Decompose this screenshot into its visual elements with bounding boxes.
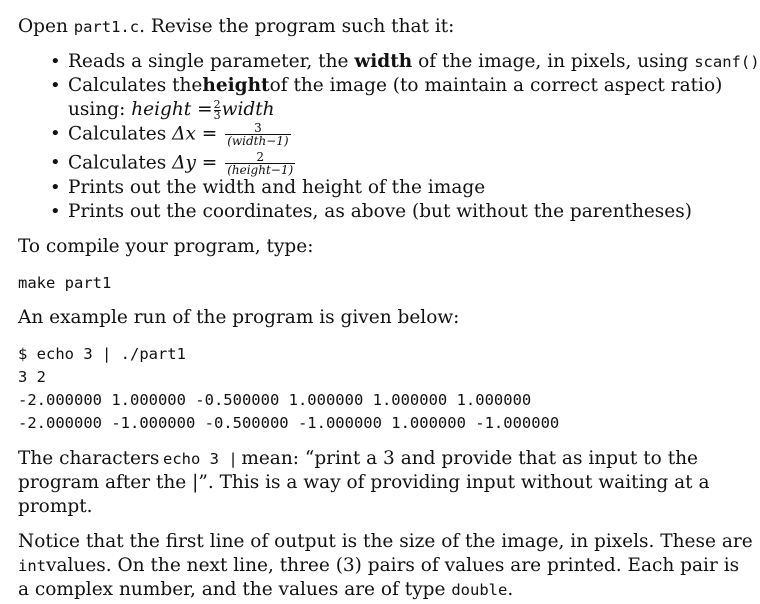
math-equals: = xyxy=(201,123,218,145)
list-item-calc-dy xyxy=(68,151,297,176)
fraction-numerator: 2 xyxy=(213,97,221,111)
para-text: . xyxy=(507,579,514,600)
terminal-line: 3 2 xyxy=(18,368,46,386)
math-delta-x: Δx xyxy=(172,123,196,145)
fraction-denominator: (width−1) xyxy=(227,134,289,148)
list-item-read-width xyxy=(68,50,760,74)
bullet-dot: • xyxy=(50,152,61,173)
para-code: double xyxy=(451,581,508,599)
math-equals: = xyxy=(201,152,218,174)
list-item-print-coords: Prints out the coordinates, as above (but without the parentheses) xyxy=(68,201,692,222)
paragraph-line: prompt. xyxy=(18,496,93,517)
item-text: Reads a single parameter, the xyxy=(68,51,349,72)
bullet-dot: • xyxy=(50,75,61,96)
para-text: The characters xyxy=(18,448,160,469)
paragraph-line xyxy=(18,578,513,602)
bullet-dot: • xyxy=(50,201,61,222)
para-text: a complex number, and the values are of type xyxy=(18,579,446,600)
paragraph-line: program after the |”. This is a way of providing input without waiting at a xyxy=(18,472,710,493)
item-text: Calculates xyxy=(68,123,167,145)
paragraph-line: Notice that the first line of output is the size of the image, in pixels. These are xyxy=(18,531,753,552)
intro-rest: . Revise the program such that it: xyxy=(139,16,455,37)
terminal-line: -2.000000 1.000000 -0.500000 1.000000 1.000000 1.000000 xyxy=(18,391,532,409)
example-text: An example run of the program is given below: xyxy=(18,307,460,328)
compile-text: To compile your program, type: xyxy=(18,236,314,257)
fraction-denominator: (height−1) xyxy=(227,163,294,177)
para-text: values. On the next line, three (3) pairs of values are printed. Each pair is xyxy=(46,555,740,576)
terminal-line: $ echo 3 | ./part1 xyxy=(18,345,186,363)
item-text: Calculates xyxy=(68,152,167,174)
item-text: Calculates the xyxy=(68,75,203,96)
list-item-calc-height xyxy=(68,74,723,98)
item-text: of the image, in pixels, using xyxy=(418,51,689,72)
para-code: echo 3 | xyxy=(163,450,238,468)
fraction-denominator: 3 xyxy=(213,108,221,122)
bullet-dot: • xyxy=(50,51,61,72)
fraction-two-thirds xyxy=(213,97,221,122)
math-height: height xyxy=(131,99,192,120)
intro-line xyxy=(18,15,454,39)
math-delta-y: Δy xyxy=(172,152,196,174)
paragraph-line xyxy=(18,554,740,578)
item-bold: height xyxy=(202,75,270,96)
list-item-height-formula xyxy=(68,98,275,122)
math-width: width xyxy=(221,99,275,120)
para-text: mean: “print a 3 and provide that as input to the xyxy=(241,448,698,469)
intro-open: Open xyxy=(18,16,68,37)
intro-filename: part1.c xyxy=(73,18,140,36)
fraction-dx xyxy=(225,122,290,147)
item-text: using: xyxy=(68,99,126,120)
fraction-numerator: 3 xyxy=(254,121,262,135)
item-bold: width xyxy=(354,51,413,72)
compile-command: make part1 xyxy=(18,274,112,292)
math-equals: = xyxy=(197,99,213,120)
terminal-line: -2.000000 -1.000000 -0.500000 -1.000000 1.000000 -1.000000 xyxy=(18,414,560,432)
fraction-numerator: 2 xyxy=(256,150,264,164)
bullet-dot: • xyxy=(50,177,61,198)
para-code: int xyxy=(18,557,46,575)
list-item-print-size: Prints out the width and height of the image xyxy=(68,177,486,198)
paragraph-line xyxy=(18,447,698,471)
item-text: of the image (to maintain a correct aspect ratio) xyxy=(269,75,723,96)
list-item-calc-dx xyxy=(68,122,293,147)
fraction-dy xyxy=(225,151,295,176)
bullet-dot: • xyxy=(50,123,61,144)
item-code: scanf() xyxy=(694,53,760,71)
